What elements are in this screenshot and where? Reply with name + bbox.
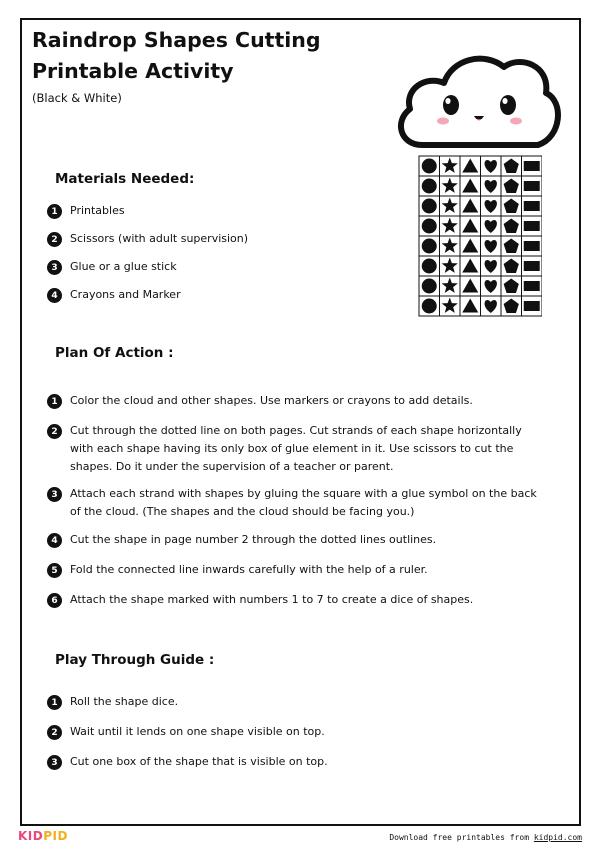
cloud-outline [401, 59, 558, 145]
number-badge: 1 [47, 394, 62, 409]
number-badge: 2 [47, 424, 62, 439]
plan-heading: Plan Of Action : [55, 345, 174, 361]
number-badge: 2 [47, 232, 62, 247]
plan-item-6 [47, 593, 473, 609]
right-eye-shine [502, 98, 507, 104]
right-eye [500, 95, 516, 115]
rectangle-icon [524, 261, 540, 271]
circle-icon [422, 299, 437, 314]
number-badge: 4 [47, 533, 62, 548]
rectangle-icon [524, 281, 540, 291]
materials-item-text: Printables [70, 204, 125, 217]
number-badge: 2 [47, 725, 62, 740]
kidpid-logo [18, 829, 68, 843]
materials-item-4 [47, 288, 181, 304]
footer-label: Download free printables from [389, 833, 534, 842]
plan-item-text: Cut through the dotted line on both pages. Cut strands of each shape horizontally with each shape having its only box of glue element in it. Use scissors to cut the shapes. Do it under the supervision of a teacher or parent. [70, 424, 522, 473]
guide-item-3 [47, 755, 328, 771]
subtitle: (Black & White) [32, 91, 122, 105]
guide-item-2 [47, 725, 325, 741]
circle-icon [422, 159, 437, 174]
materials-item-text: Scissors (with adult supervision) [70, 232, 249, 245]
materials-item-1 [47, 204, 125, 220]
materials-item-2 [47, 232, 248, 248]
logo-pid: PID [43, 829, 68, 843]
left-eye-shine [445, 98, 450, 104]
logo-kid: KID [18, 829, 44, 843]
rectangle-icon [524, 301, 540, 311]
rectangle-icon [524, 161, 540, 171]
number-badge: 3 [47, 487, 62, 502]
materials-item-3 [47, 260, 177, 276]
right-cheek [510, 118, 522, 125]
guide-item-1 [47, 695, 178, 711]
plan-item-text: Fold the connected line inwards carefully with the help of a ruler. [70, 563, 428, 576]
plan-item-text: Attach the shape marked with numbers 1 to 7 to create a dice of shapes. [70, 593, 474, 606]
guide-item-text: Roll the shape dice. [70, 695, 179, 708]
number-badge: 5 [47, 563, 62, 578]
page-title [32, 25, 321, 87]
circle-icon [422, 199, 437, 214]
guide-heading: Play Through Guide : [55, 652, 215, 668]
materials-item-text: Crayons and Marker [70, 288, 181, 301]
circle-icon [422, 279, 437, 294]
left-eye [443, 95, 459, 115]
materials-heading: Materials Needed: [55, 171, 195, 187]
plan-item-2 [47, 424, 547, 476]
left-cheek [437, 118, 449, 125]
circle-icon [422, 259, 437, 274]
circle-icon [422, 219, 437, 234]
title-line-2: Printable Activity [32, 59, 234, 83]
plan-item-3 [47, 487, 547, 521]
number-badge: 6 [47, 593, 62, 608]
guide-item-text: Wait until it lends on one shape visible on top. [70, 725, 325, 738]
materials-item-text: Glue or a glue stick [70, 260, 177, 273]
plan-item-text: Color the cloud and other shapes. Use markers or crayons to add details. [70, 394, 473, 407]
rectangle-icon [524, 181, 540, 191]
rectangle-icon [524, 221, 540, 231]
number-badge: 1 [47, 204, 62, 219]
title-line-1: Raindrop Shapes Cutting [32, 28, 321, 52]
plan-item-4 [47, 533, 436, 549]
number-badge: 3 [47, 755, 62, 770]
number-badge: 3 [47, 260, 62, 275]
footer-text [389, 833, 582, 842]
plan-item-5 [47, 563, 428, 579]
plan-item-1 [47, 394, 473, 410]
rectangle-icon [524, 201, 540, 211]
circle-icon [422, 179, 437, 194]
circle-icon [422, 239, 437, 254]
shape-grid [418, 155, 542, 319]
number-badge: 1 [47, 695, 62, 710]
cloud-icon [392, 45, 564, 155]
plan-item-text: Cut the shape in page number 2 through the dotted lines outlines. [70, 533, 437, 546]
number-badge: 4 [47, 288, 62, 303]
guide-item-text: Cut one box of the shape that is visible on top. [70, 755, 328, 768]
rectangle-icon [524, 241, 540, 251]
footer-link[interactable]: kidpid.com [533, 833, 582, 842]
plan-item-text: Attach each strand with shapes by gluing the square with a glue symbol on the back of the cloud. (The shapes and the cloud should be facing you.) [70, 487, 537, 518]
